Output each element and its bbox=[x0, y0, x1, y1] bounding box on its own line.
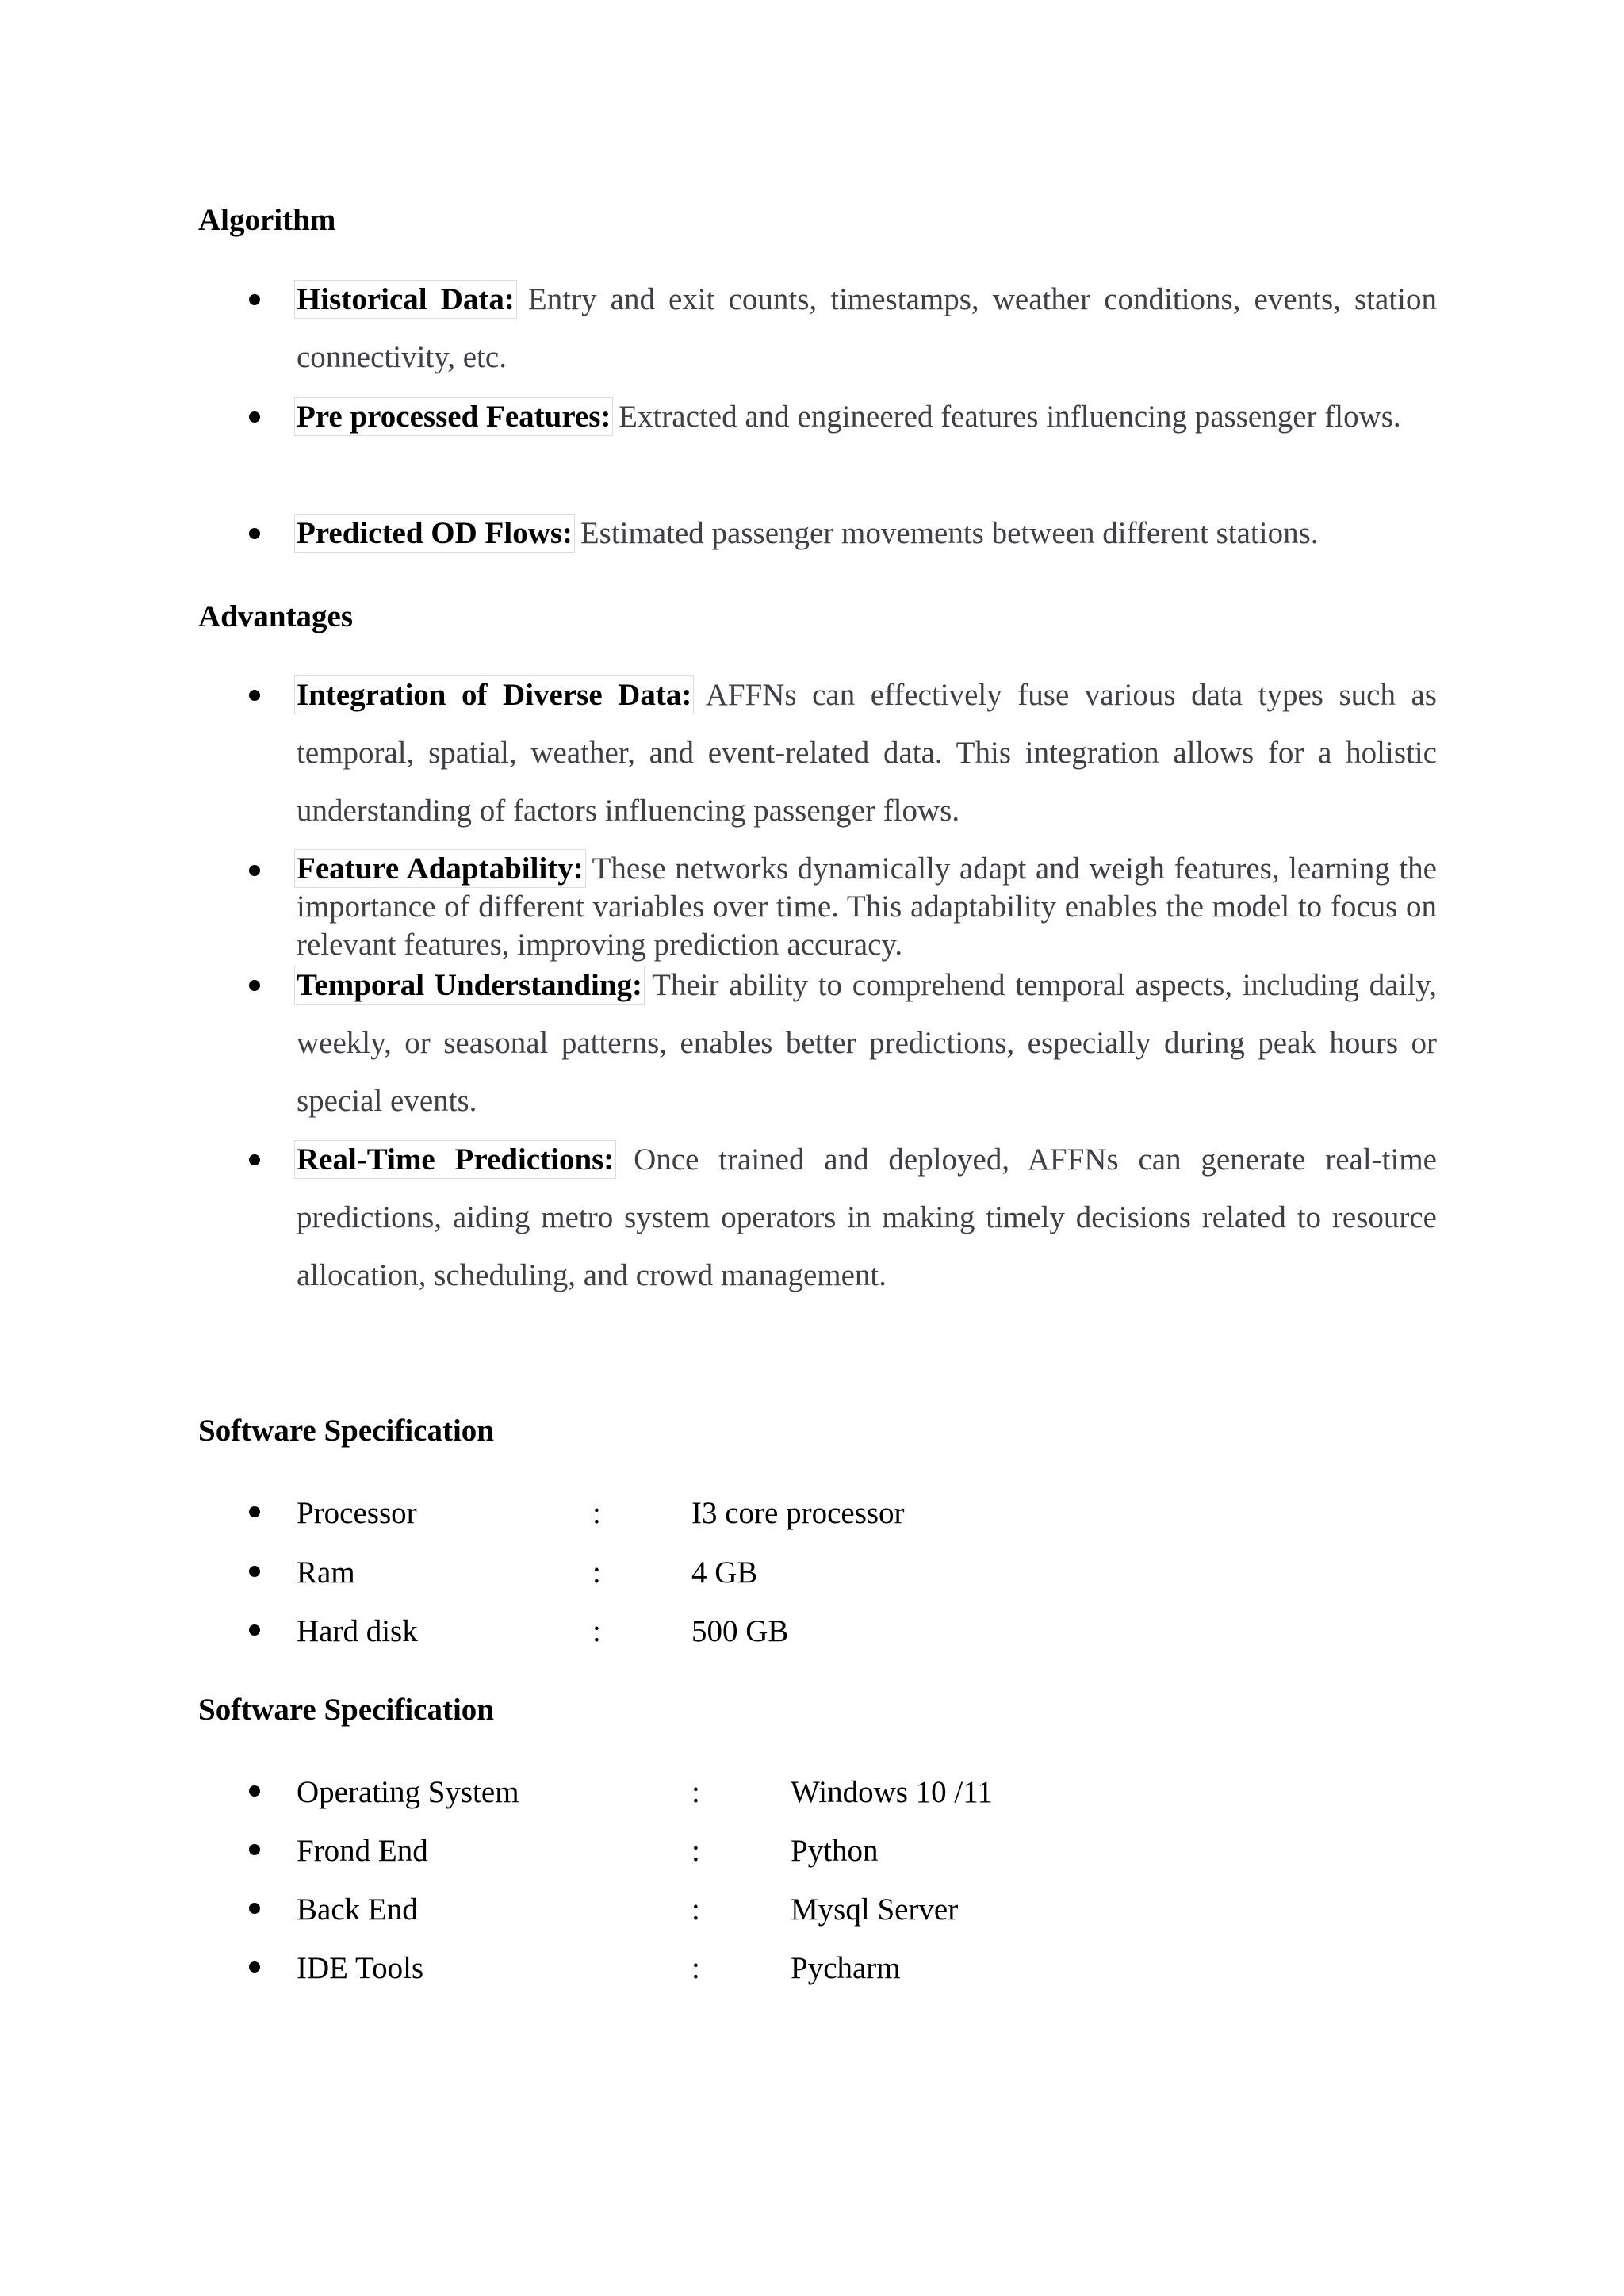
bullet-icon bbox=[249, 690, 260, 701]
term-label: Integration of Diverse Data: bbox=[297, 678, 692, 712]
hardware-spec-heading: Software Specification bbox=[198, 1414, 494, 1448]
term-label: Pre processed Features: bbox=[297, 400, 611, 434]
spec-label: Frond End bbox=[297, 1834, 428, 1868]
spec-separator: : bbox=[592, 1556, 601, 1590]
bullet-icon bbox=[249, 1506, 260, 1517]
bullet-icon bbox=[249, 1785, 260, 1797]
bullet-icon bbox=[249, 1624, 260, 1636]
term-label: Historical Data: bbox=[297, 282, 515, 316]
spec-label: Back End bbox=[297, 1892, 418, 1927]
spec-separator: : bbox=[691, 1892, 700, 1927]
advantages-heading: Advantages bbox=[198, 599, 354, 633]
algorithm-heading: Algorithm bbox=[198, 203, 336, 237]
bullet-icon bbox=[249, 980, 260, 991]
spec-value: Python bbox=[791, 1834, 879, 1868]
bullet-icon bbox=[249, 411, 260, 423]
spec-value: 4 GB bbox=[691, 1556, 758, 1590]
spec-value: Pycharm bbox=[791, 1951, 901, 1985]
spec-label: Operating System bbox=[297, 1775, 519, 1809]
term-label: Temporal Understanding: bbox=[297, 968, 643, 1002]
item-text: These networks dynamically adapt and weigh features, learning the importance of different variables over time. This adaptability enables the model to focus on relevant features, improving prediction accuracy. bbox=[297, 851, 1437, 962]
spec-separator: : bbox=[592, 1496, 601, 1530]
spec-label: IDE Tools bbox=[297, 1951, 424, 1985]
advantages-item-integration bbox=[297, 666, 1437, 840]
spec-separator: : bbox=[691, 1951, 700, 1985]
term-label: Feature Adaptability: bbox=[297, 851, 584, 886]
bullet-icon bbox=[249, 528, 260, 539]
item-text: Their ability to comprehend temporal aspects, including daily, weekly, or seasonal patterns, enables better predictions, especially during peak hours or special events. bbox=[297, 968, 1437, 1118]
item-text: Extracted and engineered features influencing passenger flows. bbox=[611, 400, 1401, 434]
advantages-item-feature-adaptability bbox=[297, 850, 1437, 964]
algorithm-item-historical-data bbox=[297, 270, 1437, 386]
term-label: Real-Time Predictions: bbox=[297, 1142, 615, 1177]
item-text: Estimated passenger movements between different stations. bbox=[573, 516, 1319, 550]
spec-label: Ram bbox=[297, 1556, 355, 1590]
bullet-icon bbox=[249, 1903, 260, 1914]
bullet-icon bbox=[249, 865, 260, 876]
item-text: Entry and exit counts, timestamps, weather conditions, events, station connectivity, etc. bbox=[297, 282, 1437, 374]
item-text: AFFNs can effectively fuse various data types such as temporal, spatial, weather, and event-related data. This integration allows for a holistic understanding of factors influencing passenger flows. bbox=[297, 678, 1437, 828]
advantages-item-temporal-understanding bbox=[297, 956, 1437, 1130]
algorithm-item-predicted-od-flows bbox=[297, 504, 1437, 562]
algorithm-item-preprocessed-features bbox=[297, 388, 1437, 446]
bullet-icon bbox=[249, 1844, 260, 1855]
spec-value: 500 GB bbox=[691, 1614, 789, 1648]
bullet-icon bbox=[249, 1566, 260, 1577]
spec-value: Windows 10 /11 bbox=[791, 1775, 993, 1809]
advantages-item-real-time-predictions bbox=[297, 1131, 1437, 1304]
bullet-icon bbox=[249, 1961, 260, 1973]
item-text: Once trained and deployed, AFFNs can generate real-time predictions, aiding metro system operators in making timely decisions related to resource allocation, scheduling, and crowd management. bbox=[297, 1142, 1437, 1292]
spec-separator: : bbox=[691, 1775, 700, 1809]
bullet-icon bbox=[249, 294, 260, 305]
spec-value: I3 core processor bbox=[691, 1496, 905, 1530]
bullet-icon bbox=[249, 1154, 260, 1165]
spec-label: Processor bbox=[297, 1496, 417, 1530]
software-spec-heading: Software Specification bbox=[198, 1693, 494, 1727]
spec-separator: : bbox=[691, 1834, 700, 1868]
term-label: Predicted OD Flows: bbox=[297, 516, 573, 550]
spec-value: Mysql Server bbox=[791, 1892, 959, 1927]
spec-label: Hard disk bbox=[297, 1614, 418, 1648]
spec-separator: : bbox=[592, 1614, 601, 1648]
